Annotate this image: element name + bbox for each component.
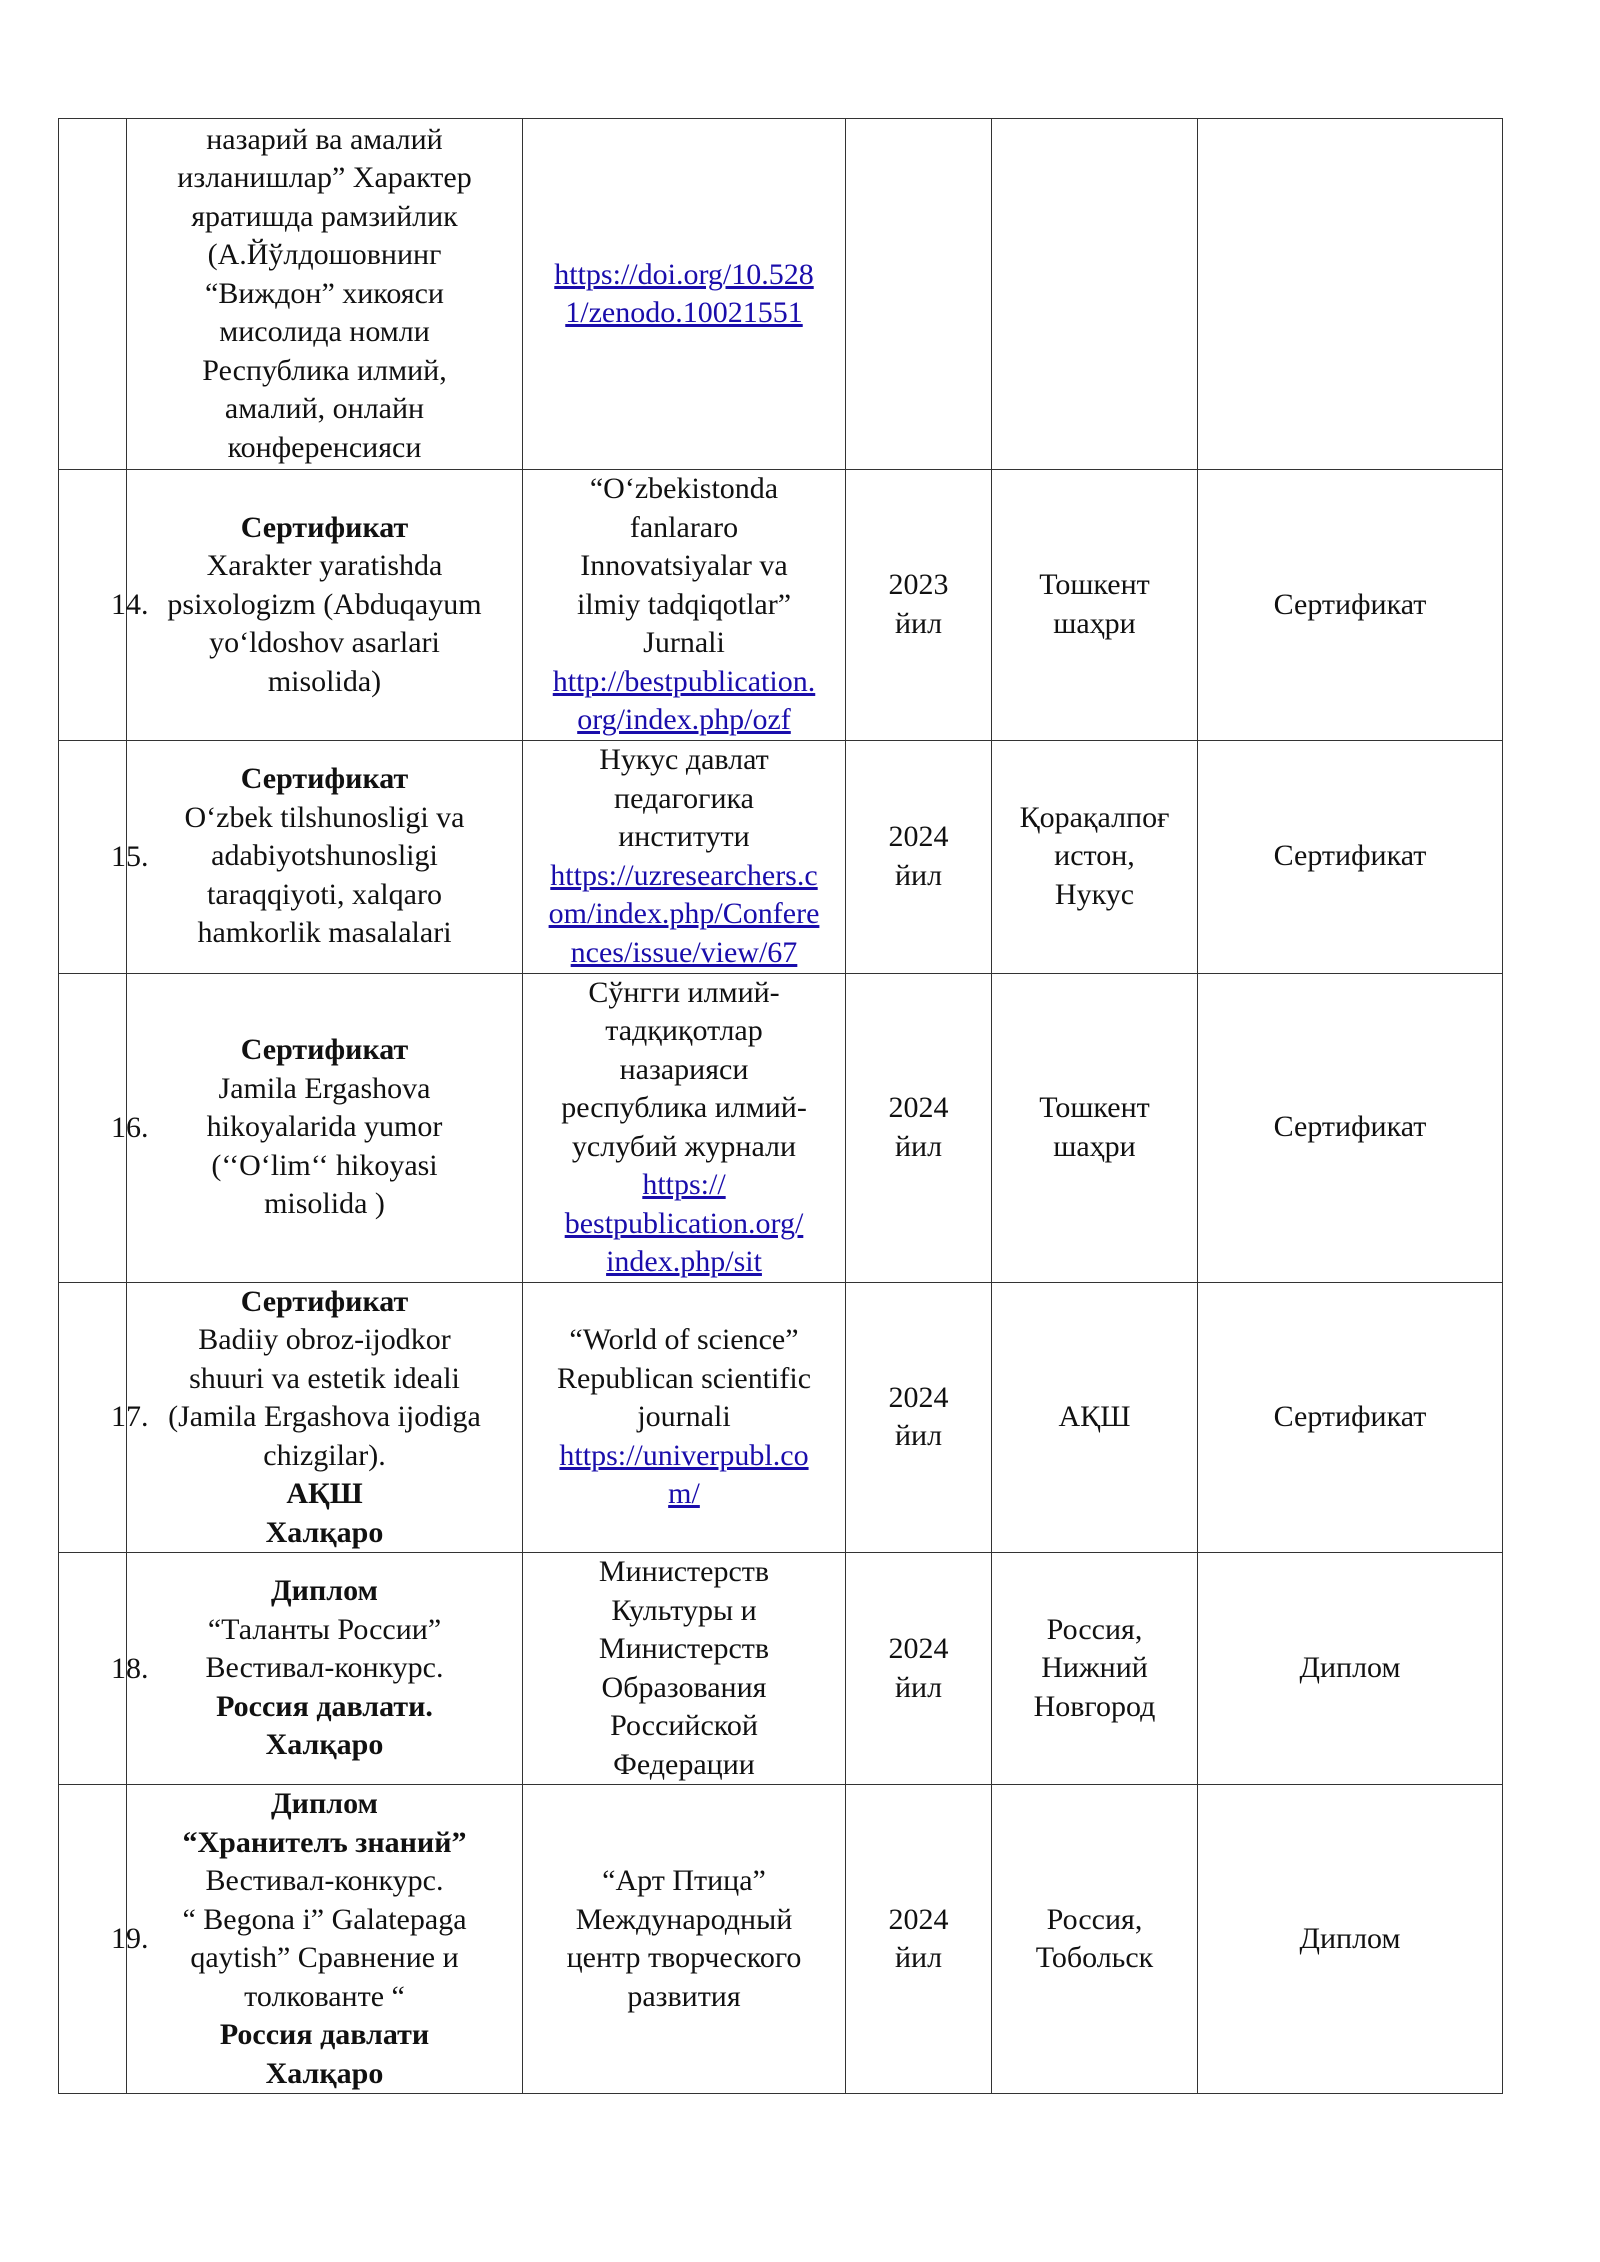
bold-text-line: Халқаро (265, 2056, 384, 2090)
bold-text-line: Сертификат (240, 762, 409, 796)
text-line: амалий, онлайн (224, 392, 425, 426)
document-type: Сертификат (1273, 1400, 1427, 1433)
text-line: Новгород (1033, 1689, 1156, 1723)
text-line: O‘zbek tilshunosligi va (184, 800, 465, 834)
text-line: hamkorlik masalalari (197, 916, 452, 950)
place-cell (992, 119, 1198, 470)
year-cell (846, 1785, 992, 2094)
text-line: yo‘ldoshov asarlari (209, 626, 440, 659)
bold-text-line: АҚШ (286, 1477, 363, 1510)
link-line[interactable]: bestpublication.org/ (564, 1206, 804, 1240)
text-line: изланишлар” Характер (177, 161, 472, 195)
text-line: тадқиқотлар (605, 1014, 763, 1047)
link-line[interactable]: index.php/sit (606, 1245, 762, 1278)
source-cell (523, 119, 846, 470)
text-line: назарияси (619, 1052, 749, 1086)
year-cell (846, 973, 992, 1282)
table-row (59, 119, 1503, 470)
bold-text-line: Сертификат (240, 510, 409, 544)
row-number: 15. (111, 839, 149, 873)
row-number-cell (59, 740, 149, 973)
link-line[interactable]: https:// (642, 1168, 726, 1201)
text-line: Тобольск (1035, 1941, 1154, 1974)
source-cell (523, 973, 846, 1282)
text-line: 2024 (888, 1632, 949, 1665)
document-type-cell (1198, 1282, 1503, 1553)
text-line: Вестивал-конкурс. (205, 1651, 444, 1685)
row-number-cell (59, 119, 127, 470)
title-cell (127, 1282, 523, 1553)
text-line: hikoyalarida yumor (206, 1110, 443, 1144)
table-row (59, 1282, 1503, 1553)
place-cell (992, 973, 1198, 1282)
title-cell (127, 470, 523, 741)
document-type-cell (1198, 1553, 1503, 1785)
text-line: ilmiy tadqiqotlar” (576, 587, 792, 621)
document-type-cell (1198, 119, 1503, 470)
text-line: Jurnali (643, 626, 725, 659)
text-line: 2024 (888, 1902, 949, 1936)
text-line: Jamila Ergashova (218, 1071, 431, 1105)
row-number: 14. (111, 587, 149, 621)
table-body (59, 119, 1503, 2094)
row-number: 19. (111, 1921, 149, 1955)
source-cell (523, 470, 846, 741)
text-line: шаҳри (1053, 1129, 1136, 1163)
document-type-cell (1198, 740, 1503, 973)
document-type: Диплом (1299, 1651, 1401, 1685)
source-cell (523, 1553, 846, 1785)
text-line: 2024 (888, 1380, 949, 1414)
text-line: qaytish” Сравнение и (190, 1941, 459, 1974)
text-line: йил (894, 1941, 943, 1974)
achievements-table (58, 118, 1503, 2094)
place-cell (992, 1282, 1198, 1553)
text-line: истон, (1054, 839, 1135, 873)
place-cell (992, 1785, 1198, 2094)
text-line: йил (894, 606, 943, 640)
text-line: институти (618, 820, 750, 853)
text-line: “World of science” (569, 1323, 799, 1356)
text-line: Xarakter yaratishda (206, 549, 443, 582)
table-row (59, 973, 1503, 1282)
row-number-cell (59, 1785, 149, 2094)
bold-text-line: Халқаро (265, 1515, 384, 1549)
text-line: (‘‘O‘lim‘‘ hikoyasi (211, 1148, 438, 1182)
table-row (59, 1785, 1503, 2094)
link-line[interactable]: org/index.php/ozf (577, 703, 791, 736)
text-line: йил (894, 858, 943, 892)
text-line: Нукус давлат (599, 743, 769, 776)
year-cell (846, 1553, 992, 1785)
text-line: АҚШ (1058, 1400, 1131, 1433)
text-line: Россия, (1046, 1902, 1143, 1936)
bold-text-line: Россия давлати. (216, 1689, 433, 1723)
table-row (59, 470, 1503, 741)
table-row (59, 740, 1503, 973)
source-cell (523, 1282, 846, 1553)
link-line[interactable]: http://bestpublication. (552, 664, 816, 698)
text-line: Республика илмий, (202, 353, 447, 387)
source-cell (523, 1785, 846, 2094)
text-line: Образования (601, 1670, 767, 1704)
table-row (59, 1553, 1503, 1785)
text-line: Федерации (613, 1747, 755, 1781)
text-line: Сўнгги илмий- (588, 975, 780, 1009)
text-line: Republican scientific (556, 1361, 812, 1395)
link-line[interactable]: nces/issue/view/67 (570, 935, 798, 969)
text-line: шаҳри (1053, 606, 1136, 640)
bold-text-line: “Хранителъ знаний” (182, 1825, 467, 1859)
place-cell (992, 740, 1198, 973)
text-line: Тошкент (1039, 568, 1150, 602)
text-line: Российской (610, 1709, 758, 1742)
text-line: Badiiy obroz-ijodkor (198, 1323, 451, 1356)
text-line: “O‘zbekistonda (589, 472, 779, 505)
document-type: Сертификат (1273, 1110, 1427, 1144)
year-cell (846, 119, 992, 470)
text-line: Россия, (1046, 1612, 1143, 1646)
text-line: назарий ва амалий (206, 122, 443, 156)
text-line: Нижний (1041, 1651, 1148, 1685)
text-line: йил (894, 1670, 943, 1704)
text-line: йил (894, 1419, 943, 1453)
link-line[interactable]: om/index.php/Confere (548, 897, 820, 930)
title-cell (127, 1553, 523, 1785)
text-line: услубий журнали (571, 1129, 797, 1163)
text-line: “Таланты России” (207, 1612, 442, 1646)
document-type-cell (1198, 973, 1503, 1282)
text-line: мисолида номли (219, 315, 430, 349)
text-line: центр творческого (566, 1941, 802, 1974)
text-line: misolida ) (264, 1187, 385, 1221)
year-cell (846, 470, 992, 741)
document-type: Сертификат (1273, 587, 1427, 621)
text-line: (А.Йўлдошовнинг (207, 238, 442, 272)
row-number-cell (59, 973, 149, 1282)
bold-text-line: Халқаро (265, 1728, 384, 1762)
document-type-cell (1198, 470, 1503, 741)
document-type: Сертификат (1273, 839, 1427, 873)
document-type-cell (1198, 1785, 1503, 2094)
row-number: 18. (111, 1651, 149, 1685)
link-line[interactable]: https://univerpubl.co (559, 1438, 809, 1472)
text-line: psixologizm (Abduqayum (167, 587, 482, 621)
text-line: “Виждон” хикояси (205, 276, 444, 310)
text-line: развития (627, 1979, 741, 2013)
text-line: йил (894, 1129, 943, 1163)
year-cell (846, 1282, 992, 1553)
text-line: Қорақалпоғ (1019, 800, 1170, 834)
text-line: Министерств (598, 1632, 770, 1665)
title-cell (127, 119, 523, 470)
text-line: толкованте “ (244, 1979, 405, 2013)
title-cell (127, 740, 523, 973)
text-line: Нукус (1054, 877, 1135, 911)
text-line: chizgilar). (263, 1438, 386, 1472)
link-line[interactable]: https://uzresearchers.c (550, 858, 818, 892)
year-cell (846, 740, 992, 973)
row-number-cell (59, 1553, 149, 1785)
text-line: 2024 (888, 1091, 949, 1124)
source-cell (523, 740, 846, 973)
text-line: Тошкент (1039, 1091, 1150, 1124)
text-line: “Арт Птица” (602, 1864, 766, 1897)
text-line: fanlararo (629, 510, 739, 544)
row-number-cell (59, 1282, 149, 1553)
text-line: 2023 (888, 568, 949, 602)
link-line[interactable]: 1/zenodo.10021551 (565, 296, 803, 329)
text-line: Международный (575, 1902, 793, 1936)
text-line: республика илмий- (561, 1091, 807, 1124)
text-line: journali (637, 1400, 731, 1433)
text-line: педагогика (614, 781, 754, 815)
document-type: Диплом (1299, 1921, 1401, 1955)
text-line: shuuri va estetik ideali (189, 1361, 460, 1395)
place-cell (992, 1553, 1198, 1785)
text-line: adabiyotshunosligi (211, 839, 438, 873)
text-line: Министерств (598, 1555, 770, 1588)
text-line: яратишда рамзийлик (191, 199, 458, 233)
bold-text-line: Диплом (271, 1787, 378, 1820)
text-line: (Jamila Ergashova ijodiga (168, 1400, 481, 1433)
place-cell (992, 470, 1198, 741)
link-line[interactable]: https://doi.org/10.528 (554, 257, 814, 291)
text-line: Вестивал-конкурс. (205, 1864, 444, 1897)
bold-text-line: Диплом (271, 1574, 378, 1608)
row-number-cell (59, 470, 149, 741)
text-line: Innovatsiyalar va (580, 549, 788, 582)
text-line: “ Begona i” Galatepaga (182, 1902, 467, 1936)
text-line: misolida) (267, 664, 382, 698)
link-line[interactable]: m/ (668, 1477, 700, 1510)
bold-text-line: Сертификат (240, 1284, 409, 1318)
text-line: 2024 (888, 820, 949, 853)
text-line: Культуры и (611, 1593, 757, 1627)
row-number: 16. (111, 1110, 149, 1144)
bold-text-line: Сертификат (240, 1033, 409, 1067)
title-cell (127, 973, 523, 1282)
text-line: taraqqiyoti, xalqaro (207, 877, 442, 911)
text-line: конференсияси (227, 430, 422, 464)
title-cell (127, 1785, 523, 2094)
bold-text-line: Россия давлати (219, 2018, 430, 2051)
row-number: 17. (111, 1400, 149, 1433)
